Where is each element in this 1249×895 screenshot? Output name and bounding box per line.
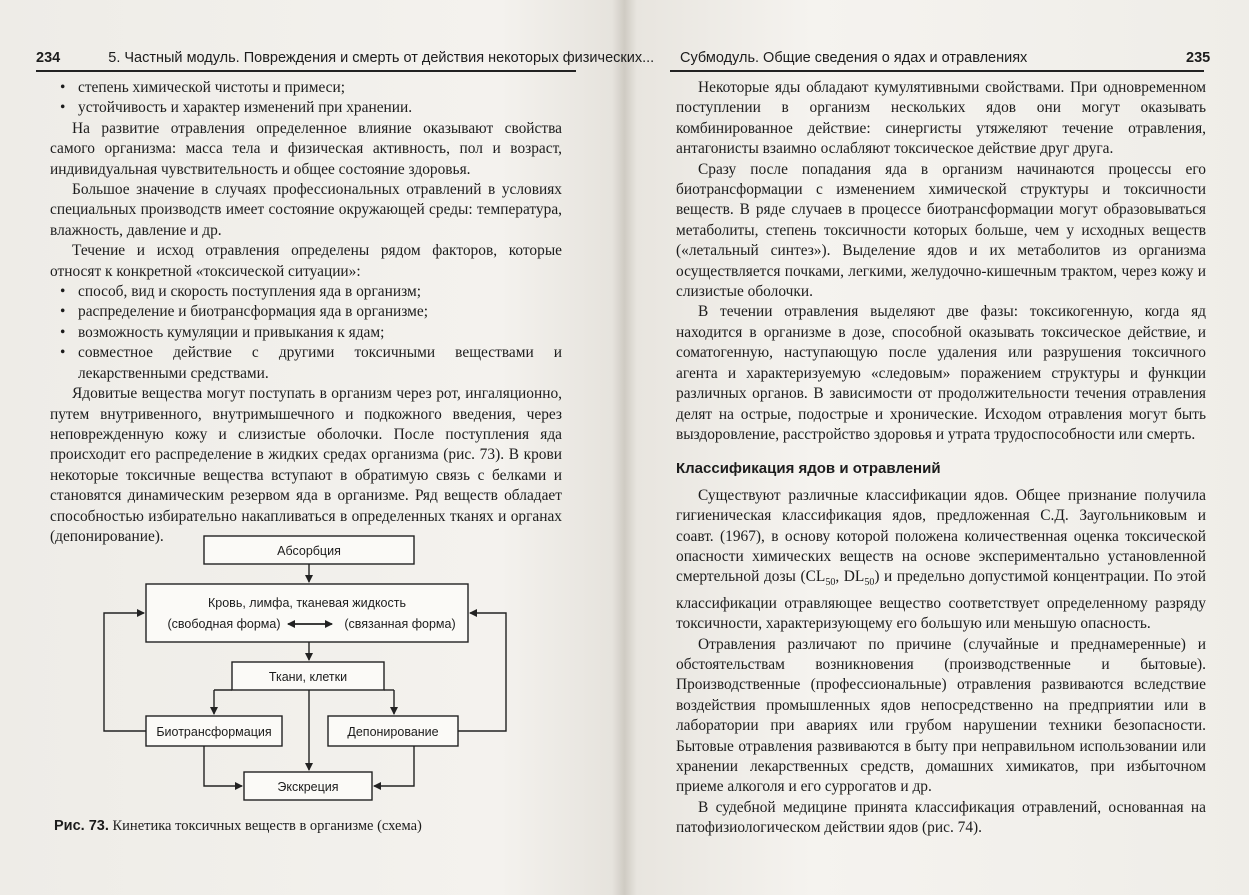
paragraph: В судебной медицине принята классификация отравлений, основанная на патофизиологическом действии ядов (рис. 74). — [676, 798, 1206, 837]
paragraph: В течении отравления выделяют две фазы: токсикогенную, когда яд находится в организме в дозе, способной оказывать токсическое действие, и соматогенную, наступающую после удаления или разрушения токсичного агента и характеризуемую «следовым» поражением структуры и функции различных органов. В зависимости от продолжительности течения отравления делят на острые, подострые и хронические. Исходом отравления могут быть выздоровление, расстройство здоровья и утрата трудоспособности или смерть. — [676, 303, 1206, 443]
right-running-header — [680, 50, 1220, 66]
right-body-text — [676, 78, 1206, 839]
free-form-label: (свободная форма) — [167, 617, 281, 631]
deposition-label: Депонирование — [347, 725, 439, 739]
paragraph: Ядовитые вещества могут поступать в организм через рот, ингаляционно, путем внутривенного, внутримышечного и подкожного введения, через неповрежденную кожу и слизистые оболочки. После поступления яда происходит его распределение в жидких средах организма (рис. 73). В крови некоторые токсичные вещества вступают в обратимую связь с белками и становятся динамическим резервом яда в организме. Ряд веществ обладает способностью избирательно накапливаться в определенных тканях и органах (депонирование). — [50, 385, 562, 545]
paragraph: Течение и исход отравления определены рядом факторов, которые относят к конкретной «токсической ситуации»: — [50, 242, 562, 280]
right-page-number: 235 — [1186, 50, 1211, 66]
bullet-list-top — [50, 78, 562, 119]
left-header-rule — [36, 70, 576, 72]
left-running-head: 5. Частный модуль. Повреждения и смерть от действия некоторых физических... — [108, 50, 655, 66]
list-item: • распределение и биотрансформация яда в организме; — [50, 302, 562, 322]
kinetics-diagram — [54, 528, 574, 818]
para-part: ) и предельно допустимой концентрации. По этой классификации отравляющее вещество соответствует определенному разряду токсичности, характеризующему его большую или меньшую опасность. — [676, 568, 1206, 633]
list-item: • совместное действие с другими токсичными веществами и лекарственными средствами. — [50, 343, 562, 384]
bound-form-label: (связанная форма) — [344, 617, 456, 631]
arrow-bio-fluids-loop — [104, 613, 146, 731]
caption-text: Кинетика токсичных веществ в организме (схема) — [108, 818, 422, 834]
paragraph: Сразу после попадания яда в организм начинаются процессы его биотрансформации с изменением химической структуры и токсичности веществ. В ряде случаев в процессе биотрансформации могут образовываться метаболиты, степень токсичности которых больше, чем у исходных веществ («летальный синтез»). Выделение ядов и их метаболитов из организма осуществляется почками, легкими, желудочно-кишечным трактом, через кожу и слизистые оболочки. — [676, 160, 1206, 301]
excretion-label: Экскреция — [277, 780, 339, 794]
para-part: , DL — [835, 568, 865, 586]
right-header-rule — [670, 70, 1204, 72]
fluids-box — [146, 584, 468, 642]
right-running-head: Субмодуль. Общие сведения о ядах и отравлениях — [680, 50, 1028, 66]
bullet-list-mid — [50, 282, 562, 384]
biotransformation-label: Биотрансформация — [156, 725, 272, 739]
list-item: • возможность кумуляции и привыкания к ядам; — [50, 323, 562, 343]
list-item: • устойчивость и характер изменений при хранении. — [50, 98, 562, 118]
left-running-header — [36, 50, 655, 66]
paragraph: Большое значение в случаях профессиональных отравлений в условиях специальных производств имеет состояние окружающей среды: температура, влажность, давление и др. — [50, 181, 562, 239]
left-page-number: 234 — [36, 50, 61, 66]
paragraph-classification — [676, 486, 1206, 635]
absorption-label: Абсорбция — [277, 544, 341, 558]
tissues-label: Ткани, клетки — [268, 670, 348, 684]
paragraph: На развитие отравления определенное влияние оказывают свойства самого организма: масса тела и физическая активность, пол и возраст, индивидуальная чувствительность и общее состояние здоровья. — [50, 119, 562, 178]
figure-caption — [54, 818, 422, 835]
paragraph: Отравления различают по причине (случайные и преднамеренные) и обстоятельствам возникновения (производственные и бытовые). Производственные (профессиональные) отравления развиваются вследствие воздействия промышленных ядов непосредственно на предприятии или в лаборатории при авариях или грубом нарушении техники безопасности. Бытовые отравления развиваются в быту при неправильном использовании или хранении лекарственных средств, домашних химикатов, при избыточном приеме алкоголя и его суррогатов и др. — [676, 635, 1206, 796]
section-title: Классификация ядов и отравлений — [676, 460, 941, 478]
left-body-text — [50, 78, 562, 547]
para-part: Существуют различные классификации ядов. Общее признание получила гигиеническая классификация ядов, предложенная С.Д. Заугольниковым и соавт. (1967), в основу которой положена количественная оценка токсической опасности химических веществ на основе экспериментально установленной смертельной дозы (CL — [676, 486, 1206, 586]
subscript: 50 — [864, 577, 875, 589]
arrow-bio-excretion — [204, 746, 242, 786]
arrow-dep-excretion — [374, 746, 414, 786]
list-item: • степень химической чистоты и примеси; — [50, 78, 562, 98]
caption-label: Рис. 73. — [54, 818, 109, 834]
right-page — [626, 0, 1249, 895]
list-item: • способ, вид и скорость поступления яда в организм; — [50, 282, 562, 302]
paragraph: Некоторые яды обладают кумулятивными свойствами. При одновременном поступлении в организм нескольких ядов они могут оказывать комбинированное действие: синергисты утяжеляют течение отравления, антагонисты взаимно ослабляют токсическое действие друг друга. — [676, 79, 1206, 158]
fluids-label: Кровь, лимфа, тканевая жидкость — [208, 596, 406, 610]
subscript: 50 — [825, 577, 836, 589]
